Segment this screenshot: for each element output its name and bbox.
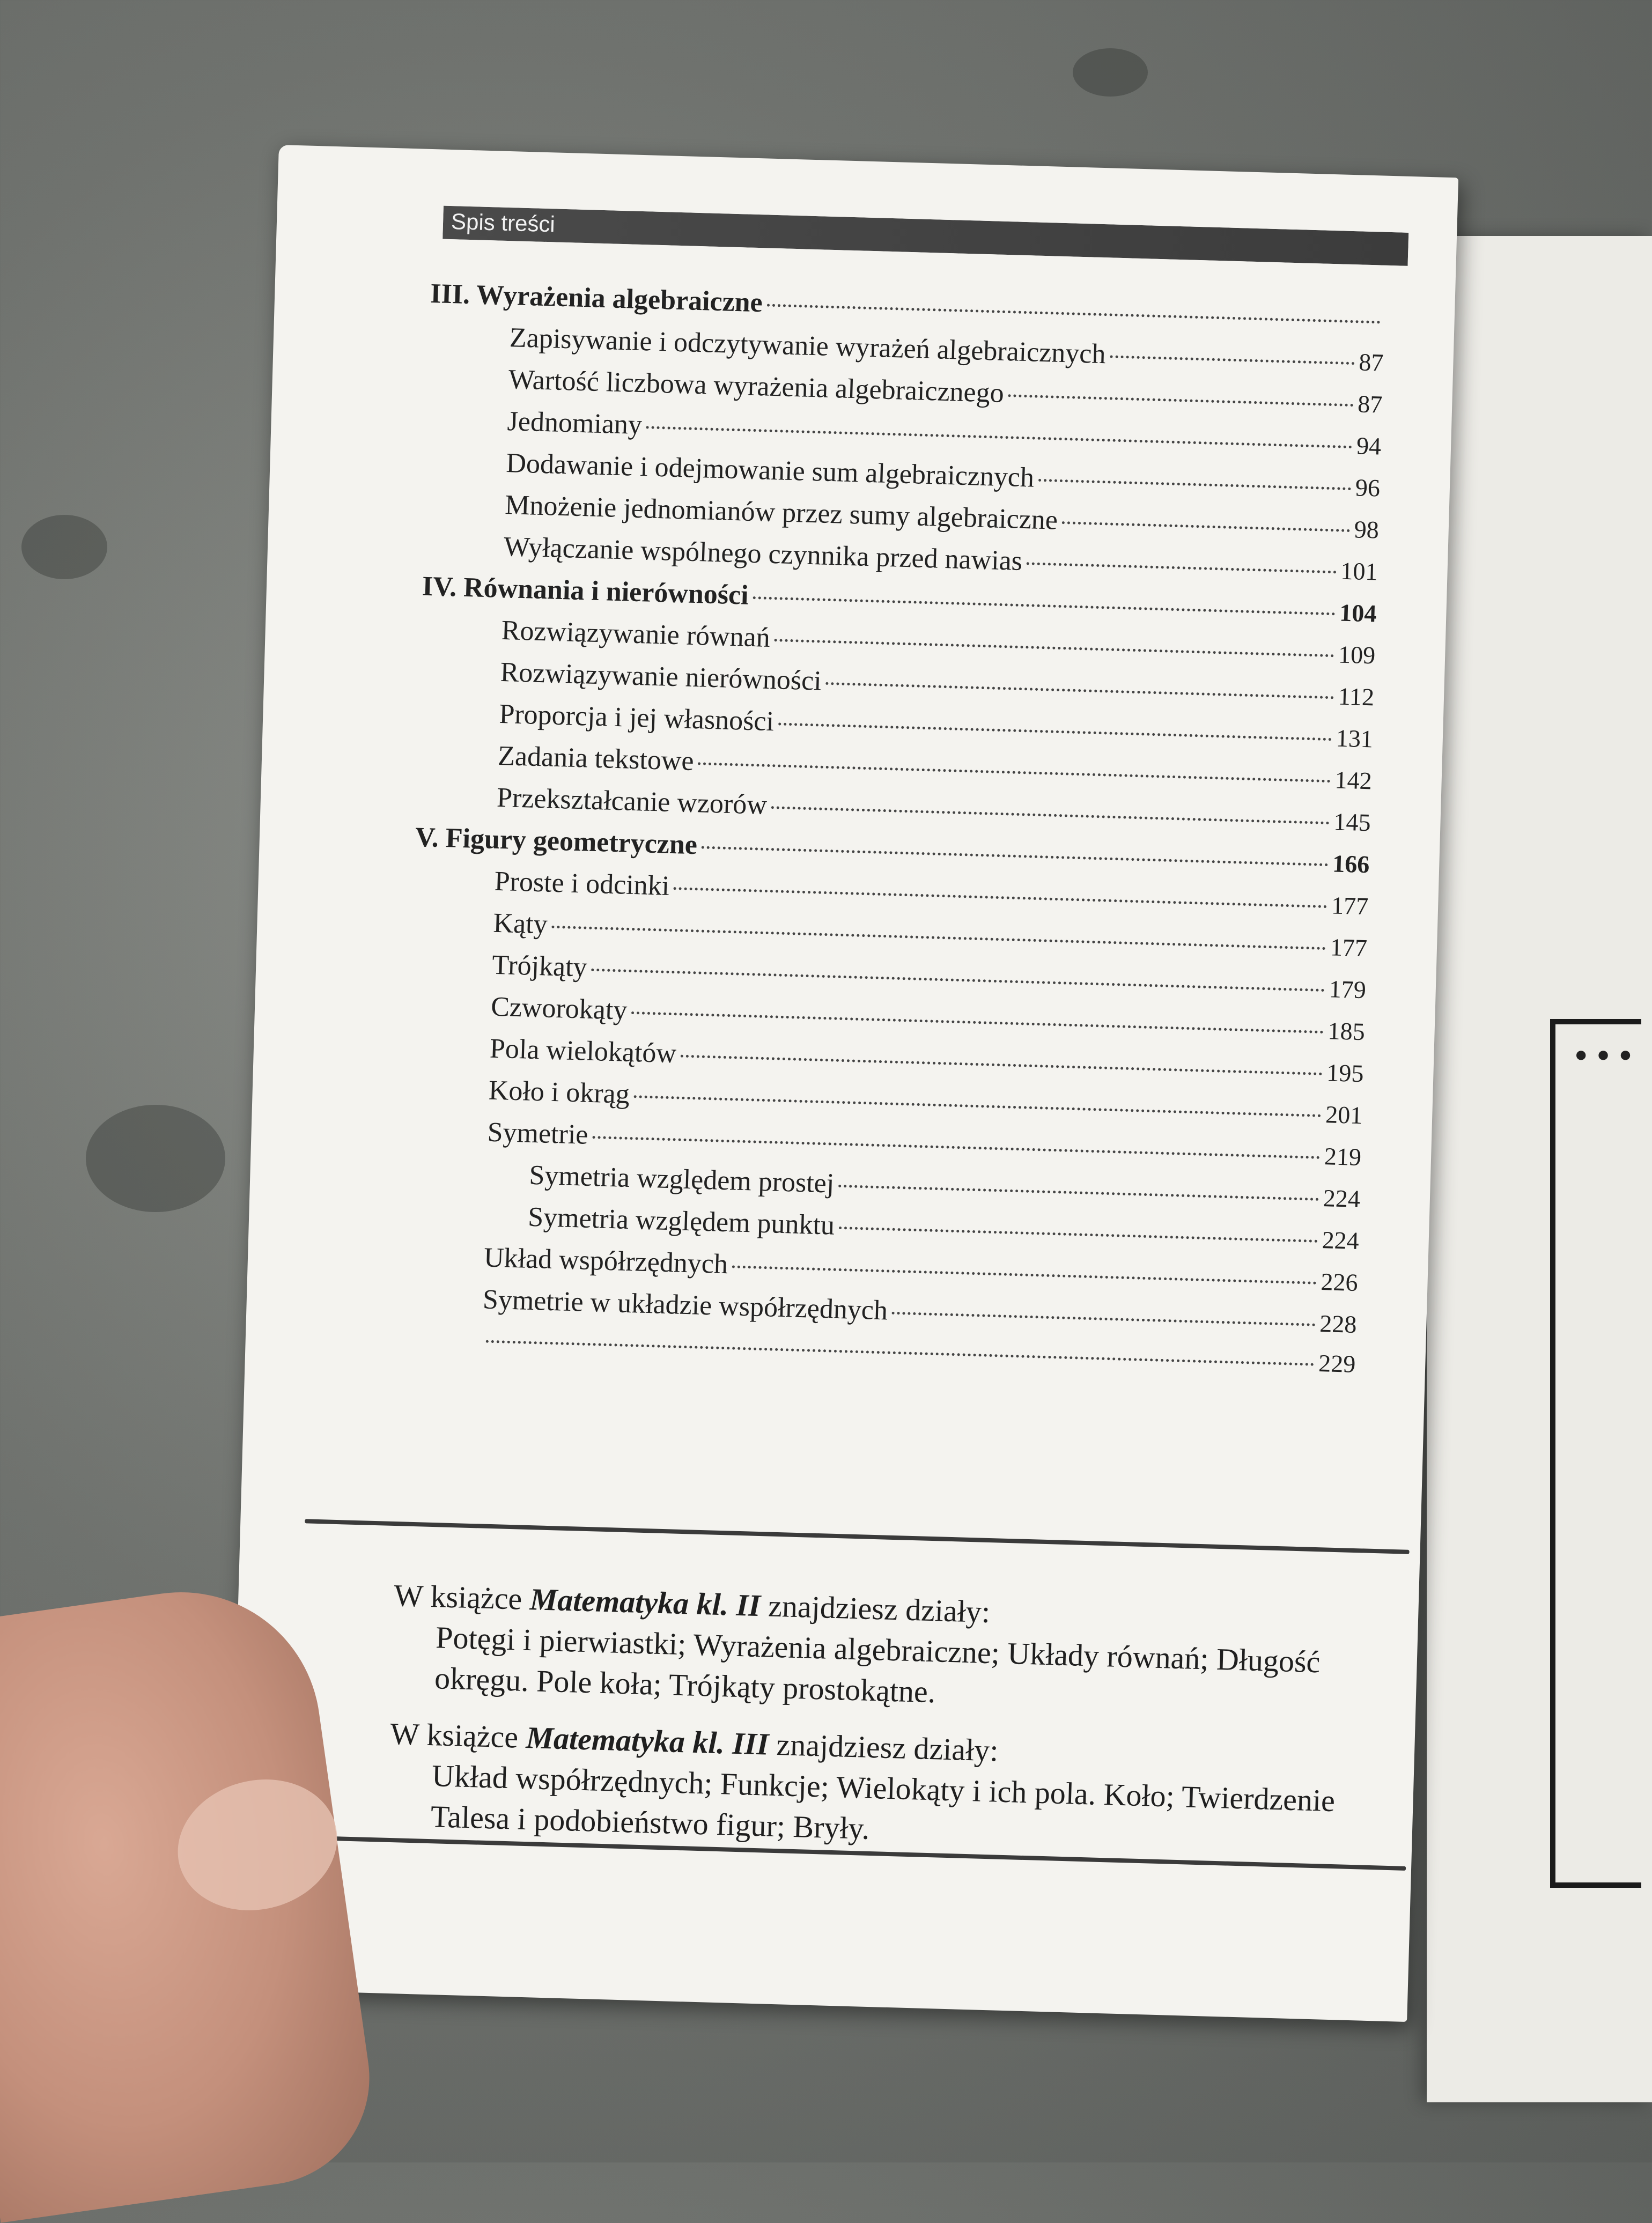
toc-leader-dots (1038, 479, 1351, 490)
toc-entry-title: Proste i odcinki (494, 866, 670, 902)
toc-page-number: 185 (1327, 1017, 1366, 1046)
toc-entry-title: Jednomiany (506, 406, 643, 441)
toc-leader-dots (631, 1011, 1323, 1033)
toc-page-number: 228 (1319, 1310, 1358, 1338)
toc-page-number: 109 (1338, 640, 1376, 669)
toc-entry-title: Symetria względem prostej (528, 1159, 835, 1199)
toc-leader-dots (732, 1265, 1317, 1284)
toc-leader-dots (775, 639, 1334, 657)
toc-leader-dots (702, 846, 1329, 867)
book-page (227, 145, 1458, 2022)
toc-leader-dots (1027, 562, 1337, 573)
toc-entry-title: III. Wyrażenia algebraiczne (430, 278, 763, 319)
footer-top-rule (305, 1519, 1409, 1554)
table-of-contents (401, 278, 1385, 1392)
toc-leader-dots (826, 682, 1334, 699)
toc-page-number: 145 (1333, 808, 1371, 837)
toc-leader-dots (698, 762, 1330, 782)
toc-entry-title: Wartość liczbowa wyrażenia algebraicznego (508, 364, 1005, 409)
toc-leader-dots (892, 1312, 1316, 1326)
toc-entry-title: Koło i okrąg (488, 1075, 630, 1110)
toc-entry-title: Symetrie (486, 1117, 589, 1150)
toc-entry-title: Zadania tekstowe (497, 740, 695, 777)
toc-page-number: 98 (1354, 515, 1380, 544)
toc-leader-dots (674, 887, 1327, 908)
toc-entry-title: Dodawanie i odejmowanie sum algebraicznych (505, 448, 1035, 493)
footer-note-1-suffix: znajdziesz działy: (759, 1588, 991, 1630)
toc-leader-dots (767, 304, 1381, 324)
toc-leader-dots (591, 969, 1324, 992)
toc-entry-title: Pola wielokątów (489, 1033, 677, 1069)
floor-stain (1073, 48, 1148, 97)
toc-leader-dots (681, 1055, 1323, 1075)
toc-leader-dots (838, 1185, 1319, 1201)
toc-entry-title: Trójkąty (491, 949, 588, 983)
toc-page-number: 166 (1332, 850, 1370, 878)
toc-leader-dots (592, 1136, 1320, 1159)
toc-leader-dots (1062, 521, 1350, 532)
toc-entry-title: Wyłączanie wspólnego czynnika przed nawias (503, 531, 1023, 577)
toc-page-number: 101 (1340, 557, 1378, 586)
toc-entry-title: Symetria względem punktu (527, 1201, 835, 1241)
footer-note-2 (387, 1714, 1388, 1864)
footer-note-1-prefix: W książce (393, 1578, 530, 1617)
toc-page-number: 224 (1322, 1226, 1360, 1255)
toc-leader-dots (753, 596, 1335, 615)
footer-note-2-prefix: W książce (389, 1716, 527, 1755)
toc-entry-title: V. Figury geometryczne (415, 822, 698, 861)
toc-page-number: 195 (1326, 1059, 1365, 1088)
floor-stain (86, 1105, 225, 1212)
toc-leader-dots (839, 1227, 1318, 1243)
toc-page-number: 87 (1357, 390, 1383, 418)
toc-entry-title: Czworokąty (490, 991, 628, 1026)
footer-note-2-suffix: znajdziesz działy: (768, 1726, 999, 1768)
toc-page-number: 96 (1355, 474, 1381, 502)
toc-page-number: 177 (1330, 933, 1368, 962)
toc-entry-title: Zapisywanie i odczytywanie wyrażeń algebraicznych (509, 322, 1107, 370)
footer-note-2-book: Matematyka kl. III (525, 1720, 770, 1762)
toc-leader-dots (646, 426, 1352, 448)
footer-note-1-body: Potęgi i pierwiastki; Wyrażenia algebraiczne; Układy równań; Długość okręgu. Pole koła; Trójkąty prostokątne. (434, 1620, 1321, 1710)
toc-page-number: 87 (1358, 348, 1384, 376)
toc-page-number: 219 (1324, 1142, 1362, 1171)
toc-page-number: 142 (1334, 766, 1373, 795)
toc-entry-title: Rozwiązywanie równań (501, 615, 771, 653)
footer-note-1-book: Matematyka kl. II (529, 1582, 761, 1623)
toc-leader-dots (1110, 355, 1354, 365)
toc-page-number: 104 (1339, 599, 1377, 627)
header-bar (442, 206, 1408, 266)
toc-entry-title: Przekształcanie wzorów (496, 782, 768, 821)
toc-entry-title: Układ współrzędnych (483, 1242, 728, 1280)
toc-entry-title: Kąty (492, 907, 548, 940)
adjacent-page-box (1550, 1019, 1641, 1888)
footer-notes (387, 1575, 1392, 1880)
toc-leader-dots (771, 806, 1330, 824)
toc-leader-dots (1008, 394, 1353, 407)
toc-entry-title: Symetrie w układzie współrzędnych (482, 1284, 888, 1326)
toc-leader-dots (633, 1095, 1321, 1117)
toc-entry-title: Mnożenie jednomianów przez sumy algebraiczne (504, 490, 1058, 536)
toc-page-number: 179 (1329, 975, 1367, 1004)
footer-note-1 (391, 1575, 1392, 1725)
toc-page-number: 201 (1325, 1101, 1363, 1129)
floor-stain (21, 515, 107, 579)
toc-entry-title: Proporcja i jej własności (498, 698, 775, 737)
toc-entry-title: IV. Równania i nierówności (422, 571, 749, 611)
adjacent-page-dots: ••• (1572, 1038, 1639, 1075)
toc-leader-dots (552, 926, 1326, 950)
toc-page-number: 224 (1323, 1184, 1361, 1213)
toc-page-number: 226 (1320, 1268, 1359, 1296)
toc-page-number: 112 (1338, 682, 1375, 711)
footer-note-2-body: Układ współrzędnych; Funkcje; Wielokąty i ich pola. Koło; Twierdzenie Talesa i podobieństwo figur; Bryły. (430, 1758, 1336, 1846)
toc-leader-dots (778, 722, 1332, 741)
toc-page-number: 94 (1356, 432, 1382, 460)
page-header-title: Spis treści (451, 209, 556, 237)
toc-page-number: 229 (1318, 1349, 1356, 1378)
toc-page-number: 177 (1331, 891, 1369, 920)
toc-entry-title: Rozwiązywanie nierówności (499, 656, 822, 697)
toc-page-number: 131 (1336, 724, 1374, 753)
